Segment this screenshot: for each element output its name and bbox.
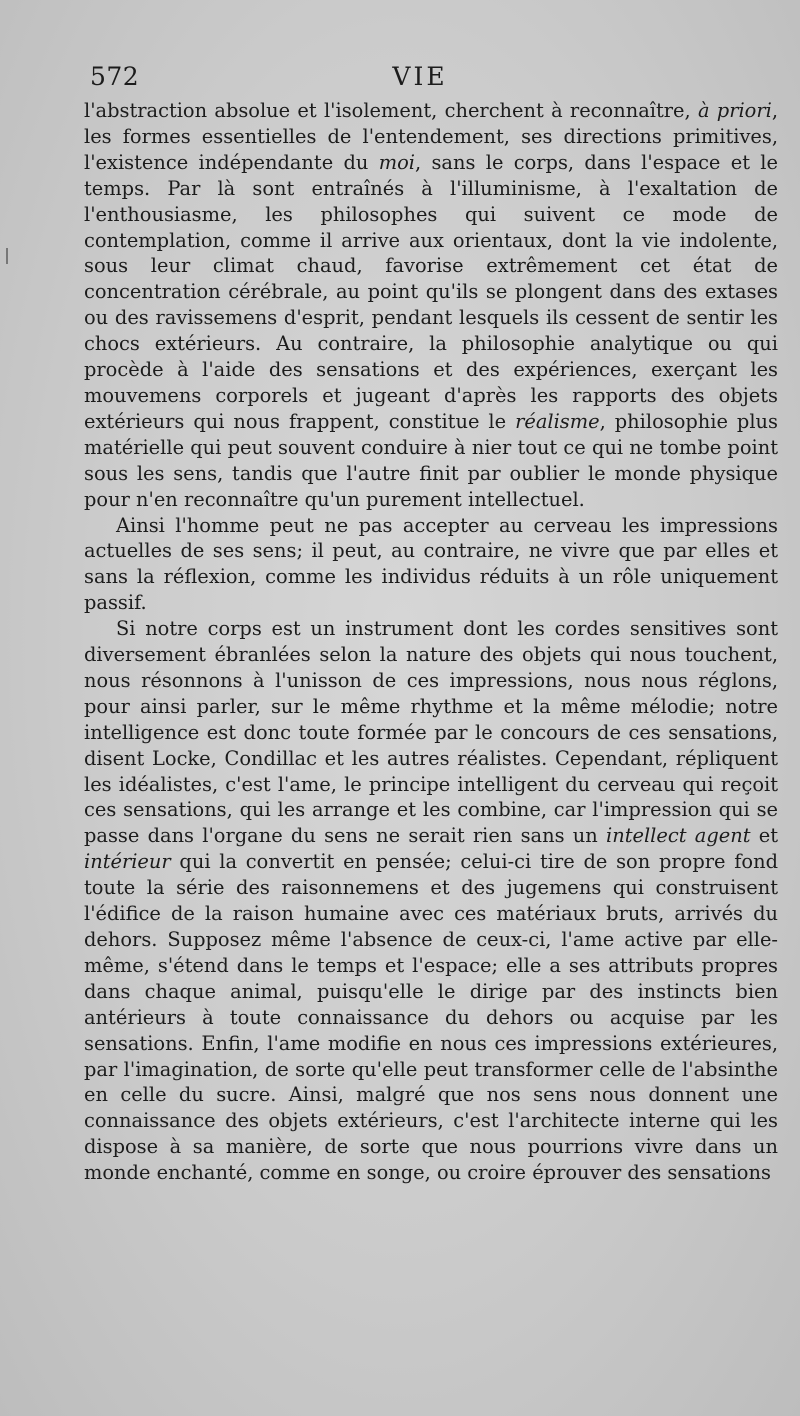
text-run: , les formes essentielles de l'entendement, ses directions primitives, l'existence indépendante du <box>84 99 778 174</box>
running-title: VIE <box>392 62 448 91</box>
italic-text: intérieur <box>84 850 171 874</box>
page-header <box>90 62 780 96</box>
text-run: et <box>750 824 779 848</box>
margin-mark <box>6 248 8 264</box>
italic-text: intellect agent <box>606 824 751 848</box>
italic-text: réalisme <box>515 409 600 433</box>
paragraph <box>84 616 778 1186</box>
text-run: Si notre corps est un instrument dont les cordes sensitives sont diversement ébranlées selon la nature des objets qui nous touchent, nous résonnons à l'unisson de ces impressions, nous nous réglons, pour ainsi parler, sur le même rhythme et la même mélodie; notre intelligence est donc toute formée par le concours de ces sensations, disent Locke, Condillac et les autres réalistes. Cependant, répliquent les idéalistes, c'est l'ame, le principe intelligent du cerveau qui reçoit ces sensations, qui les arrange et les combine, car l'impression qui se passe dans l'organe du sens ne serait rien sans un <box>84 617 778 848</box>
text-run: Ainsi l'homme peut ne pas accepter au cerveau les impressions actuelles de ses sens; il peut, au contraire, ne vivre que par elles et sans la réflexion, comme les individus réduits à un rôle uniquement passif. <box>84 513 778 615</box>
paragraph <box>84 513 778 617</box>
text-run: , philosophie plus matérielle qui peut souvent conduire à nier tout ce qui ne tombe point sous les sens, tandis que l'autre finit par oublier le monde physique pour n'en reconnaître qu'un purement intellectuel. <box>84 409 778 511</box>
page-number: 572 <box>90 62 140 91</box>
italic-text: moi <box>378 150 415 174</box>
paragraph <box>84 98 778 513</box>
text-run: , sans le corps, dans l'espace et le temps. Par là sont entraînés à l'illuminisme, à l'exaltation de l'enthousiasme, les philosophes qui suivent ce mode de contemplation, comme il arrive aux orientaux, dont la vie indolente, sous leur climat chaud, favorise extrêmement cet état de concentration cérébrale, au point qu'ils se plongent dans des extases ou des ravissemens d'esprit, pendant lesquels ils cessent de sentir les chocs extérieurs. Au contraire, la philosophie analytique ou qui procède à l'aide des sensations et des expériences, exerçant les mouvemens corporels et jugeant d'après les rapports des objets extérieurs qui nous frappent, constitue le <box>84 150 778 433</box>
text-run: l'abstraction absolue et l'isolement, cherchent à reconnaître, <box>84 99 698 122</box>
text-run: qui la convertit en pensée; celui-ci tire de son propre fond toute la série des raisonnemens et des jugemens qui construisent l'édifice de la raison humaine avec ces matériaux bruts, arrivés du dehors. Supposez même l'absence de ceux-ci, l'ame active par elle-même, s'étend dans le temps et l'espace; elle a ses attributs propres dans chaque animal, puisqu'elle le dirige par des instincts bien antérieurs à toute connaissance du dehors ou acquise par les sensations. Enfin, l'ame modifie en nous ces impressions extérieures, par l'imagination, de sorte qu'elle peut transformer celle de l'absinthe en celle du sucre. Ainsi, malgré que nos sens nous donnent une connaissance des objets extérieurs, c'est l'architecte interne qui les dispose à sa manière, de sorte que nous pourrions vivre dans un monde enchanté, comme en songe, ou croire éprouver des sensations <box>84 850 778 1185</box>
body-text <box>84 98 778 1186</box>
italic-text: à priori <box>697 99 772 122</box>
